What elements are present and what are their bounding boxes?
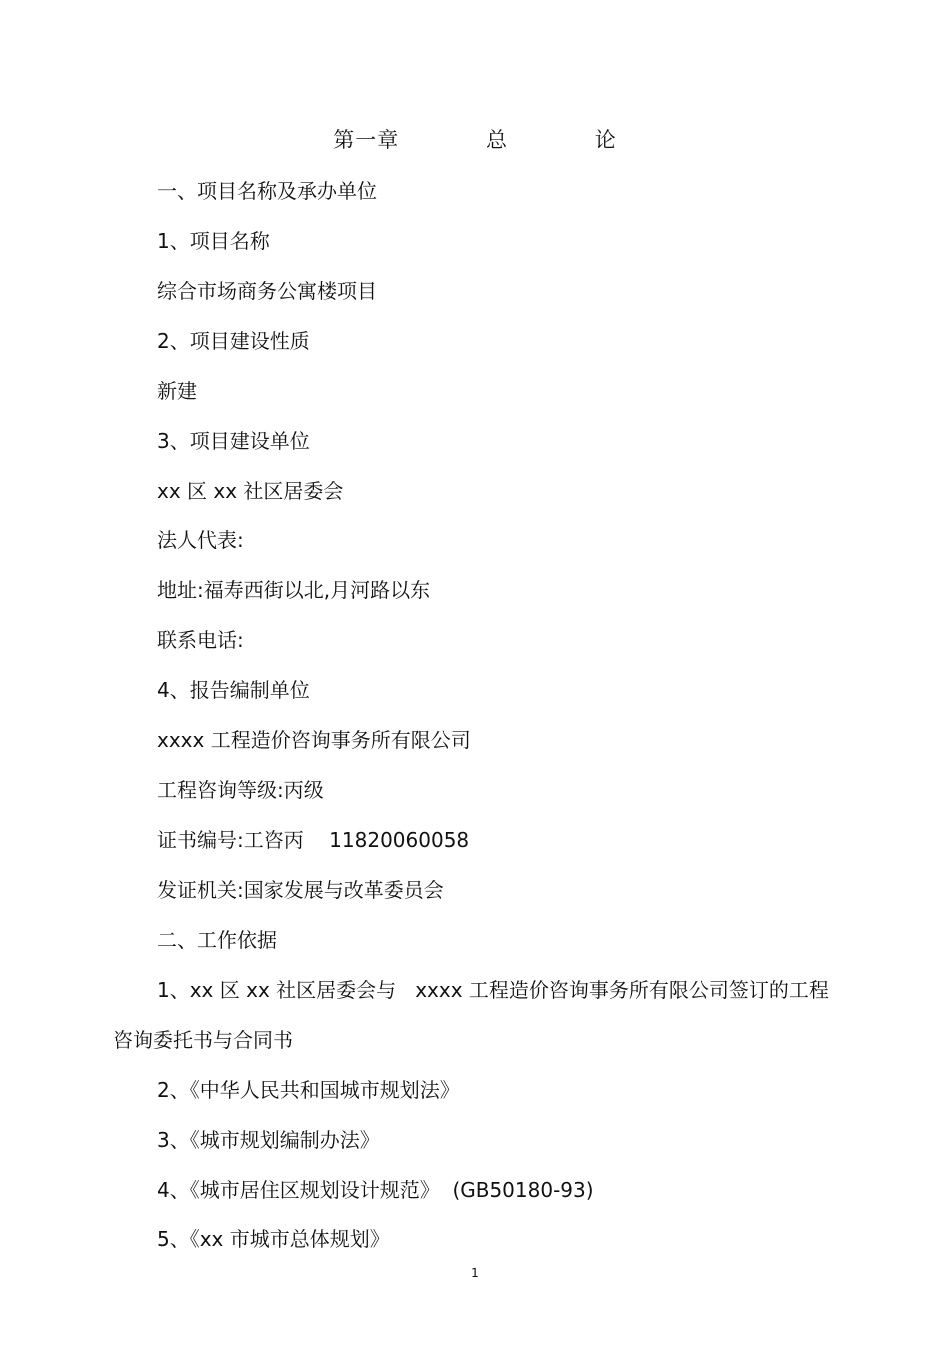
basis-item-5: 5、《xx 市城市总体规划》 bbox=[157, 1227, 390, 1251]
item-report-unit-label: 4、报告编制单位 bbox=[157, 678, 310, 702]
basis-item-4: 4、《城市居住区规划设计规范》 (GB50180-93) bbox=[157, 1178, 594, 1202]
chapter-title: 第一章 总 论 bbox=[333, 128, 617, 152]
construction-unit-value: xx 区 xx 社区居委会 bbox=[157, 479, 344, 503]
item-construction-unit-label: 3、项目建设单位 bbox=[157, 429, 310, 453]
basis-item-1-continued: 咨询委托书与合同书 bbox=[113, 1028, 293, 1052]
consulting-grade: 工程咨询等级:丙级 bbox=[157, 778, 324, 802]
page-number: 1 bbox=[471, 1266, 479, 1280]
basis-item-1: 1、xx 区 xx 社区居委会与 xxxx 工程造价咨询事务所有限公司签订的工程 bbox=[157, 978, 829, 1002]
item-project-name-label: 1、项目名称 bbox=[157, 229, 270, 253]
project-nature-value: 新建 bbox=[157, 379, 197, 403]
section-heading-work-basis: 二、工作依据 bbox=[157, 928, 277, 952]
project-name-value: 综合市场商务公寓楼项目 bbox=[157, 279, 377, 303]
issuing-authority: 发证机关:国家发展与改革委员会 bbox=[157, 878, 444, 902]
item-project-nature-label: 2、项目建设性质 bbox=[157, 329, 310, 353]
legal-representative: 法人代表: bbox=[157, 528, 244, 552]
report-unit-value: xxxx 工程造价咨询事务所有限公司 bbox=[157, 728, 471, 752]
address: 地址:福寿西街以北,月河路以东 bbox=[157, 578, 431, 602]
basis-item-2: 2、《中华人民共和国城市规划法》 bbox=[157, 1078, 460, 1102]
certificate-number: 证书编号:工咨丙 11820060058 bbox=[157, 828, 470, 852]
contact-phone: 联系电话: bbox=[157, 628, 244, 652]
basis-item-3: 3、《城市规划编制办法》 bbox=[157, 1128, 380, 1152]
section-heading-project-name: 一、项目名称及承办单位 bbox=[157, 179, 377, 203]
